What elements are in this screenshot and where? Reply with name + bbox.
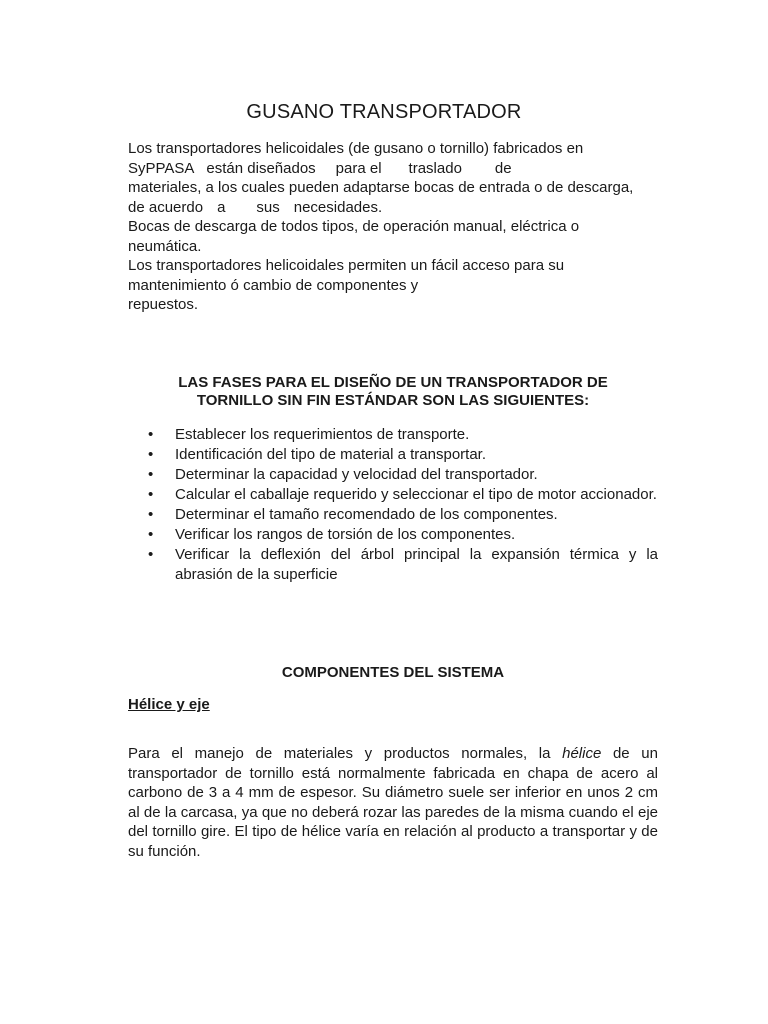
intro-word: necesidades. [293,198,383,216]
bullet-icon: • [148,466,154,483]
intro-line: Los transportadores helicoidales permiten un fácil acceso para su [128,257,565,274]
list-item-text: Verificar la deflexión del árbol principal la expansión térmica y la abrasión de la superficie [175,546,658,583]
list-item [128,545,658,585]
phases-heading [128,374,658,410]
list-item-text: Calcular el caballaje requerido y seleccionar el tipo de motor accionador. [175,486,657,503]
intro-line: Bocas de descarga de todos tipos, de operación manual, eléctrica o [128,218,580,235]
paragraph-text: Para el manejo de materiales y productos normales, la [128,745,563,762]
list-item-text: Verificar los rangos de torsión de los componentes. [175,526,516,543]
intro-line [128,198,668,218]
bullet-icon: • [148,426,154,443]
intro-paragraph [128,139,668,315]
document-title: GUSANO TRANSPORTADOR [246,101,522,123]
intro-line: repuestos. [128,296,199,313]
intro-line: materiales, a los cuales pueden adaptarse bocas de entrada o de descarga, [128,179,634,196]
paragraph-text: de un transportador de tornillo está normalmente fabricada en chapa de acero al carbono de 3 a 4 mm de espesor. Su diámetro suele ser inferior en unos 2 cm al de la carcasa, ya que no deberá rozar las paredes de la misma cuando el eje del tornillo gire. El tipo de hélice varía en relación al producto a transportar y de su función. [128,745,658,860]
intro-line: mantenimiento ó cambio de componentes y [128,276,419,294]
list-item [128,465,658,485]
list-item-text: Determinar la capacidad y velocidad del transportador. [175,466,538,483]
list-item [128,485,658,505]
intro-word: sus [256,198,280,216]
list-item-text: Identificación del tipo de material a transportar. [175,446,487,463]
helice-subheading: Hélice y eje [128,696,210,713]
phases-heading-line: LAS FASES PARA EL DISEÑO DE UN TRANSPORTADOR DE [178,374,608,391]
intro-line [128,159,668,179]
components-heading: COMPONENTES DEL SISTEMA [281,664,505,681]
helice-paragraph [128,744,658,861]
bullet-icon: • [148,526,154,543]
intro-word: a [217,198,226,216]
list-item [128,425,658,445]
intro-line: neumática. [128,237,202,255]
bullet-icon: • [148,546,154,563]
list-item [128,505,658,525]
list-item-text: Establecer los requerimientos de transporte. [175,426,470,443]
intro-word: para el [335,159,382,177]
phases-list [128,425,658,585]
list-item [128,525,658,545]
list-item [128,445,658,465]
bullet-icon: • [148,486,154,503]
intro-word: de acuerdo [128,198,204,216]
emphasis-text: hélice [562,745,602,762]
intro-line: Los transportadores helicoidales (de gusano o tornillo) fabricados en [128,140,584,157]
intro-word: de [494,159,512,177]
list-item-text: Determinar el tamaño recomendado de los componentes. [175,506,558,523]
bullet-icon: • [148,506,154,523]
phases-heading-line: TORNILLO SIN FIN ESTÁNDAR SON LAS SIGUIENTES: [196,392,590,409]
intro-word: están diseñados [206,159,316,177]
intro-word: traslado [408,159,462,177]
intro-word: SyPPASA [128,159,195,177]
bullet-icon: • [148,446,154,463]
